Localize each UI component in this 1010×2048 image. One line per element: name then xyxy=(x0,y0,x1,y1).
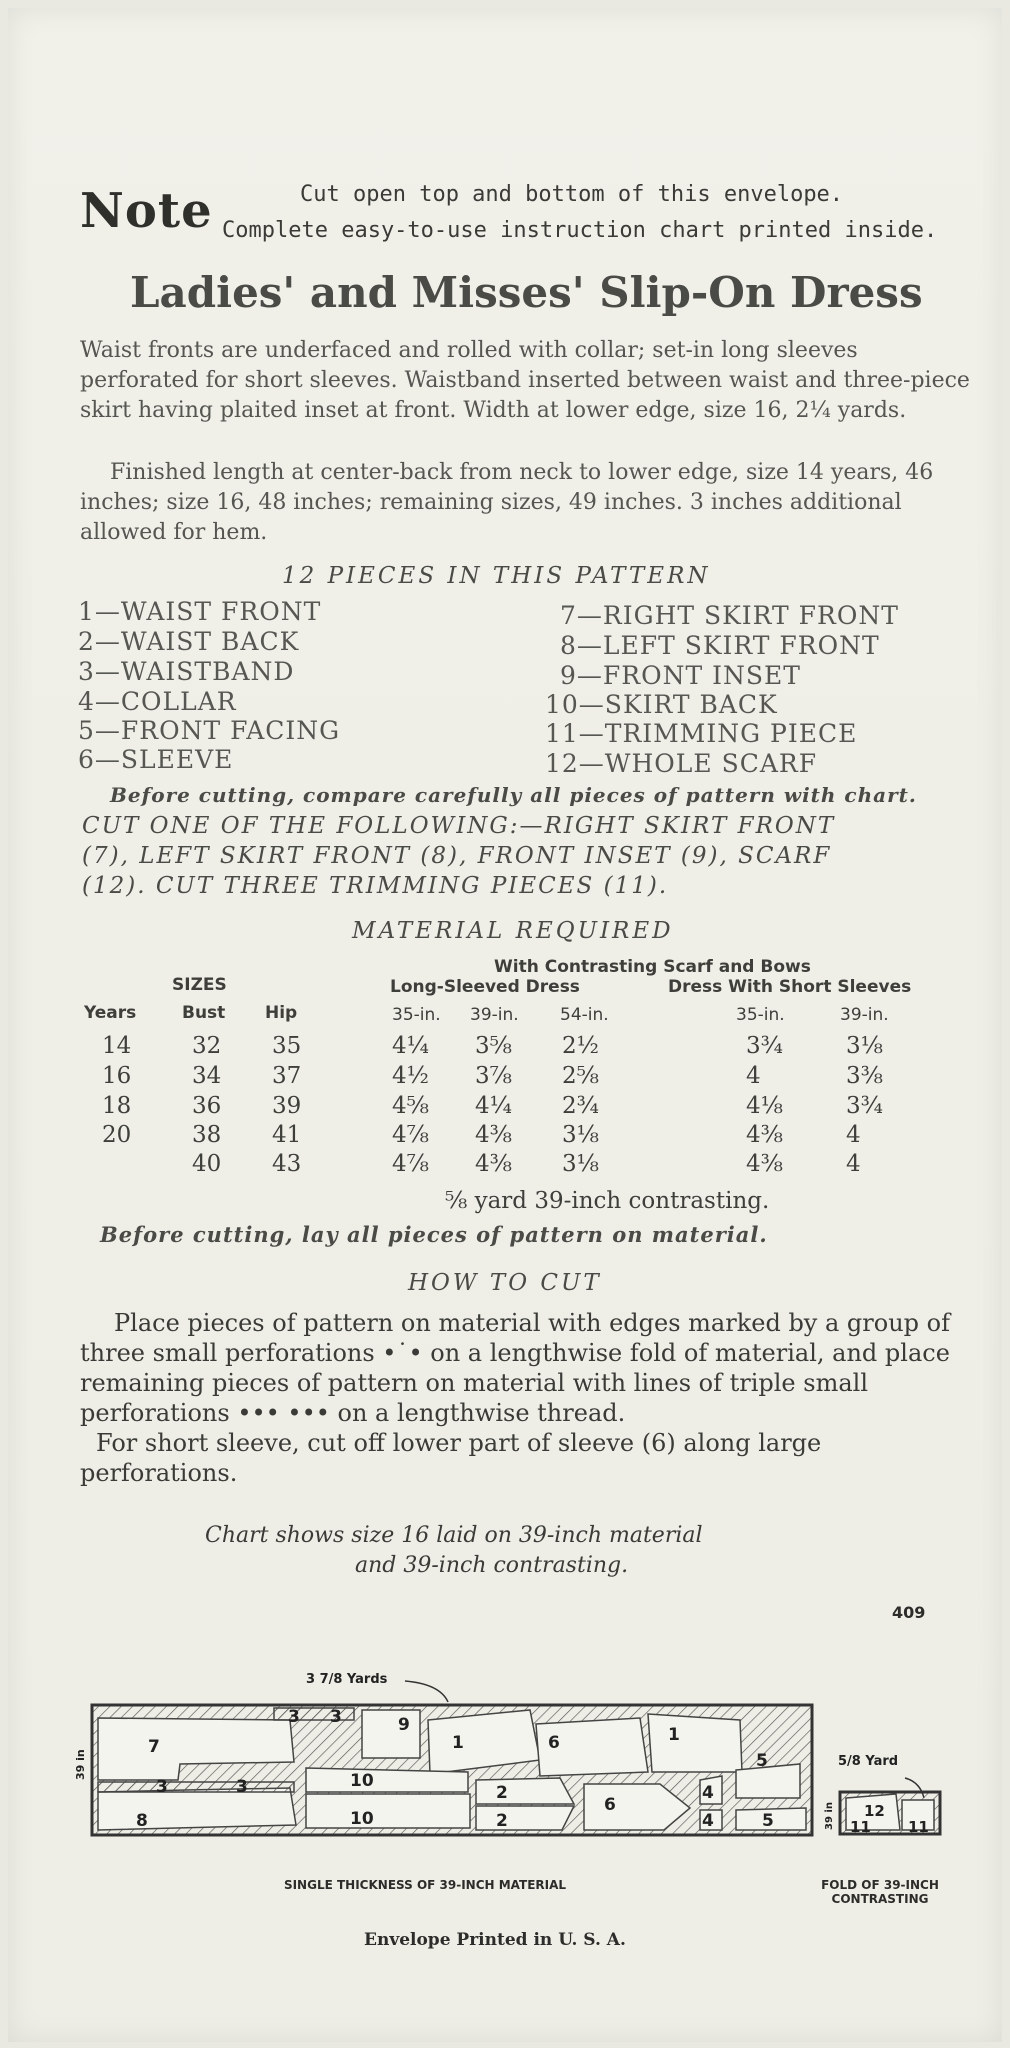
cut-line-1: CUT ONE OF THE FOLLOWING:—RIGHT SKIRT FRONT xyxy=(82,813,836,839)
diagram-label: 6 xyxy=(604,1795,616,1815)
cell-long-39: 4⅜ xyxy=(475,1122,512,1148)
length-paragraph: Finished length at center-back from neck to lower edge, size 14 years, 46 inches; size 16, 48 inches; remaining sizes, 49 inches. 3 inches additional allowed for hem. xyxy=(80,460,934,545)
cell-bust: 36 xyxy=(192,1093,222,1119)
cell-long-35: 4¼ xyxy=(392,1033,429,1059)
waistband-strip-top xyxy=(274,1708,354,1720)
diagram-label: 12 xyxy=(864,1802,885,1820)
width-long-39: 39-in. xyxy=(470,1005,519,1025)
fold-label: 39 in xyxy=(74,1749,87,1780)
cell-years: 14 xyxy=(102,1033,132,1059)
piece-2b xyxy=(476,1806,574,1830)
cell-long-54: 2½ xyxy=(562,1033,599,1059)
piece-10b xyxy=(306,1794,470,1828)
piece-10a xyxy=(306,1768,468,1792)
page-title: Ladies' and Misses' Slip-On Dress xyxy=(130,268,923,317)
width-short-39: 39-in. xyxy=(840,1005,889,1025)
col-bust: Bust xyxy=(182,1003,226,1023)
cell-long-39: 3⅞ xyxy=(475,1063,512,1089)
cell-short-39: 3⅜ xyxy=(846,1063,883,1089)
cut-line-2: (7), LEFT SKIRT FRONT (8), FRONT INSET (9), SCARF xyxy=(82,843,832,869)
note-line-2: Complete easy-to-use instruction chart printed inside. xyxy=(222,218,938,243)
diagram-label: 3 xyxy=(288,1707,300,1727)
description-paragraph: Waist fronts are underfaced and rolled with collar; set-in long sleeves perforated for short sleeves. Waistband inserted between waist and three-piece skirt having plaited inset at front. Width at lower edge, size 16, 2¼ yards. xyxy=(80,338,970,423)
diagram-label: 3 xyxy=(156,1777,168,1797)
diagram-label: 1 xyxy=(668,1725,680,1745)
cell-long-35: 4⅞ xyxy=(392,1151,429,1177)
diagram-label: 4 xyxy=(702,1811,714,1831)
waistband-strip xyxy=(98,1782,294,1792)
diagram-label: 5 xyxy=(756,1751,768,1771)
diagram-label: 8 xyxy=(136,1811,148,1831)
piece-1b xyxy=(648,1714,742,1772)
diagram-label: 3 xyxy=(236,1777,248,1797)
how-to-cut-paragraph-2: For short sleeve, cut off lower part of sleeve (6) along large perforations. xyxy=(80,1429,822,1487)
cell-short-35: 3¾ xyxy=(746,1033,783,1059)
lay-note: Before cutting, lay all pieces of pattern on material. xyxy=(100,1222,768,1247)
col-years: Years xyxy=(84,1003,137,1023)
piece-item: 12—WHOLE SCARF xyxy=(545,749,818,778)
cut-line-3: (12). CUT THREE TRIMMING PIECES (11). xyxy=(82,873,669,899)
note-heading: Note xyxy=(80,183,213,239)
cell-short-39: 4 xyxy=(846,1122,861,1148)
cell-hip: 43 xyxy=(272,1151,302,1177)
piece-item: 9—FRONT INSET xyxy=(560,661,801,690)
cell-long-54: 2¾ xyxy=(562,1093,599,1119)
piece-item: 11—TRIMMING PIECE xyxy=(545,719,858,748)
cell-short-35: 4⅜ xyxy=(746,1151,783,1177)
cell-short-35: 4⅛ xyxy=(746,1093,783,1119)
cell-hip: 39 xyxy=(272,1093,302,1119)
diagram-label: 2 xyxy=(496,1811,508,1831)
piece-item: 7—RIGHT SKIRT FRONT xyxy=(560,601,899,630)
diagram-label: 10 xyxy=(350,1809,374,1829)
cell-long-54: 2⅝ xyxy=(562,1063,599,1089)
diagram-label: 1 xyxy=(452,1733,464,1753)
cell-short-39: 3⅛ xyxy=(846,1033,883,1059)
piece-5a xyxy=(736,1764,800,1798)
col-hip: Hip xyxy=(265,1003,298,1023)
contrasting-note: ⅝ yard 39-inch contrasting. xyxy=(445,1188,770,1214)
sizes-header: SIZES xyxy=(172,975,227,995)
width-long-35: 35-in. xyxy=(392,1005,441,1025)
piece-item: 8—LEFT SKIRT FRONT xyxy=(560,631,880,660)
cell-long-54: 3⅛ xyxy=(562,1151,599,1177)
diagram-label: 6 xyxy=(548,1733,560,1753)
diagram-label: 10 xyxy=(350,1771,374,1791)
fold-contrasting-label: FOLD OF 39-INCH CONTRASTING xyxy=(821,1878,939,1906)
cell-long-35: 4⅝ xyxy=(392,1093,429,1119)
pattern-number: 409 xyxy=(892,1603,926,1622)
diagram-label: 5 xyxy=(762,1811,774,1831)
piece-item: 4—COLLAR xyxy=(78,687,237,716)
material-title: MATERIAL REQUIRED xyxy=(352,918,674,944)
cell-short-35: 4 xyxy=(746,1063,761,1089)
width-long-54: 54-in. xyxy=(560,1005,609,1025)
piece-9 xyxy=(362,1710,420,1758)
cell-hip: 41 xyxy=(272,1122,302,1148)
diagram-label: 2 xyxy=(496,1783,508,1803)
cell-years: 18 xyxy=(102,1093,132,1119)
cell-bust: 40 xyxy=(192,1151,222,1177)
diagram-label: 3 xyxy=(330,1707,342,1727)
yards-arrow xyxy=(405,1681,448,1702)
footer-printed: Envelope Printed in U. S. A. xyxy=(364,1930,626,1950)
how-to-cut-paragraph-1: Place pieces of pattern on material with edges marked by a group of three small perforations •˙• on a lengthwise fold of material, and place remaining pieces of pattern on material with lines of triple small perforations ••• ••• on a lengthwise thread. xyxy=(80,1309,950,1427)
yard-contrast-label: 5/8 Yard xyxy=(838,1754,899,1769)
cell-short-35: 4⅜ xyxy=(746,1122,783,1148)
piece-item: 2—WAIST BACK xyxy=(78,627,300,656)
cell-short-39: 3¾ xyxy=(846,1093,883,1119)
short-sleeves-header: Dress With Short Sleeves xyxy=(668,977,912,997)
cell-years: 20 xyxy=(102,1122,132,1148)
single-thickness-label: SINGLE THICKNESS OF 39-INCH MATERIAL xyxy=(283,1878,567,1892)
cell-long-35: 4⅞ xyxy=(392,1122,429,1148)
cell-long-39: 3⅝ xyxy=(475,1033,512,1059)
cell-long-39: 4¼ xyxy=(475,1093,512,1119)
piece-item: 3—WAISTBAND xyxy=(78,657,295,686)
cell-bust: 38 xyxy=(192,1122,222,1148)
cell-bust: 32 xyxy=(192,1033,222,1059)
piece-2a xyxy=(476,1778,574,1804)
cell-long-39: 4⅜ xyxy=(475,1151,512,1177)
cell-short-39: 4 xyxy=(846,1151,861,1177)
cell-hip: 35 xyxy=(272,1033,302,1059)
cell-years: 16 xyxy=(102,1063,132,1089)
long-sleeved-header: Long-Sleeved Dress xyxy=(390,977,580,997)
cell-hip: 37 xyxy=(272,1063,302,1089)
width-short-35: 35-in. xyxy=(736,1005,785,1025)
how-to-cut-title: HOW TO CUT xyxy=(408,1270,602,1296)
piece-item: 5—FRONT FACING xyxy=(78,716,341,745)
contrast-header: With Contrasting Scarf and Bows xyxy=(494,957,811,977)
diagram-label: 9 xyxy=(398,1715,410,1735)
compare-note: Before cutting, compare carefully all pieces of pattern with chart. xyxy=(110,783,917,807)
cell-bust: 34 xyxy=(192,1063,222,1089)
piece-item: 10—SKIRT BACK xyxy=(545,690,778,719)
yards-main-label: 3 7/8 Yards xyxy=(306,1672,388,1687)
piece-8 xyxy=(98,1788,296,1830)
fold-label-small: 39 in xyxy=(824,1802,835,1830)
piece-item: 6—SLEEVE xyxy=(78,745,234,774)
layout-diagram xyxy=(0,1680,1010,1910)
diagram-label: 11 xyxy=(850,1818,871,1836)
diagram-label: 4 xyxy=(702,1783,714,1803)
cell-long-35: 4½ xyxy=(392,1063,429,1089)
diagram-label: 11 xyxy=(908,1818,929,1836)
pieces-title: 12 PIECES IN THIS PATTERN xyxy=(282,563,711,589)
cell-long-54: 3⅛ xyxy=(562,1122,599,1148)
chart-caption-2: and 39-inch contrasting. xyxy=(355,1553,629,1578)
chart-caption-1: Chart shows size 16 laid on 39-inch material xyxy=(205,1523,703,1548)
diagram-label: 7 xyxy=(148,1737,160,1757)
piece-item: 1—WAIST FRONT xyxy=(78,597,322,626)
note-line-1: Cut open top and bottom of this envelope. xyxy=(300,182,844,207)
